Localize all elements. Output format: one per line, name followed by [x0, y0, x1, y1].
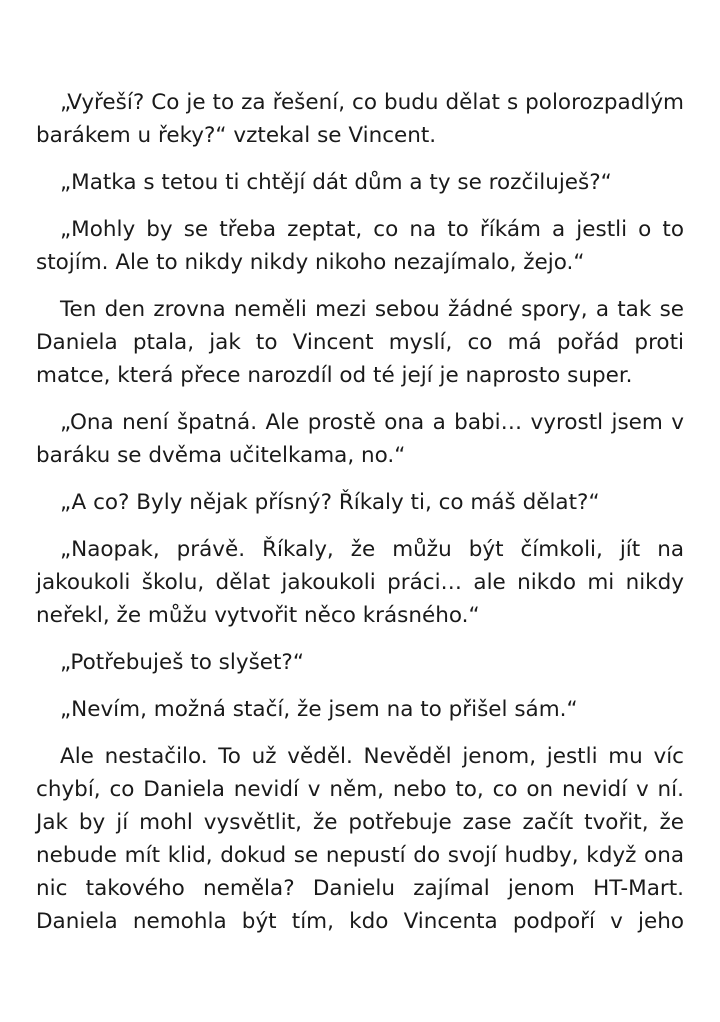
paragraph-2: „Matka s tetou ti chtějí dát dům a ty se rozčiluješ?“ [60, 170, 612, 195]
paragraph-3: „Mohly by se třeba zeptat, co na to říkám a jestli o to stojím. Ale to nikdy nikdy nikoho nezajímalo, žejo.“ [36, 217, 684, 275]
paragraph-10: Ale nestačilo. To už věděl. Nevěděl jenom, jestli mu víc chybí, co Daniela nevidí v něm, nebo to, co on nevidí v ní. Jak by jí mohl vysvětlit, že potřebuje zase začít tvořit, že nebude mít klid, dokud se nepustí do svojí hudby, když ona nic takového neměla? Danielu zajímal jenom HT-Mart. Daniela nemohla být tím, kdo Vincenta podpoří v jeho [36, 744, 684, 934]
book-page [36, 86, 684, 952]
paragraph-1: „Vyřeší? Co je to za řešení, co budu dělat s polorozpadlým barákem u řeky?“ vztekal se Vincent. [36, 90, 684, 148]
paragraph-7: „Naopak, právě. Říkaly, že můžu být čímkoli, jít na jakoukoli školu, dělat jakoukoli práci… ale nikdo mi nikdy neřekl, že můžu vytvořit něco krásného.“ [36, 537, 684, 628]
paragraph-8: „Potřebuješ to slyšet?“ [60, 650, 304, 675]
paragraph-4: Ten den zrovna neměli mezi sebou žádné spory, a tak se Daniela ptala, jak to Vincent myslí, co má pořád proti matce, která přece narozdíl od té její je naprosto super. [36, 297, 684, 388]
paragraph-9: „Nevím, možná stačí, že jsem na to přišel sám.“ [60, 697, 578, 722]
paragraph-5: „Ona není špatná. Ale prostě ona a babi… vyrostl jsem v baráku se dvěma učitelkama, no.“ [36, 410, 684, 468]
paragraph-6: „A co? Byly nějak přísný? Říkaly ti, co máš dělat?“ [60, 490, 600, 515]
